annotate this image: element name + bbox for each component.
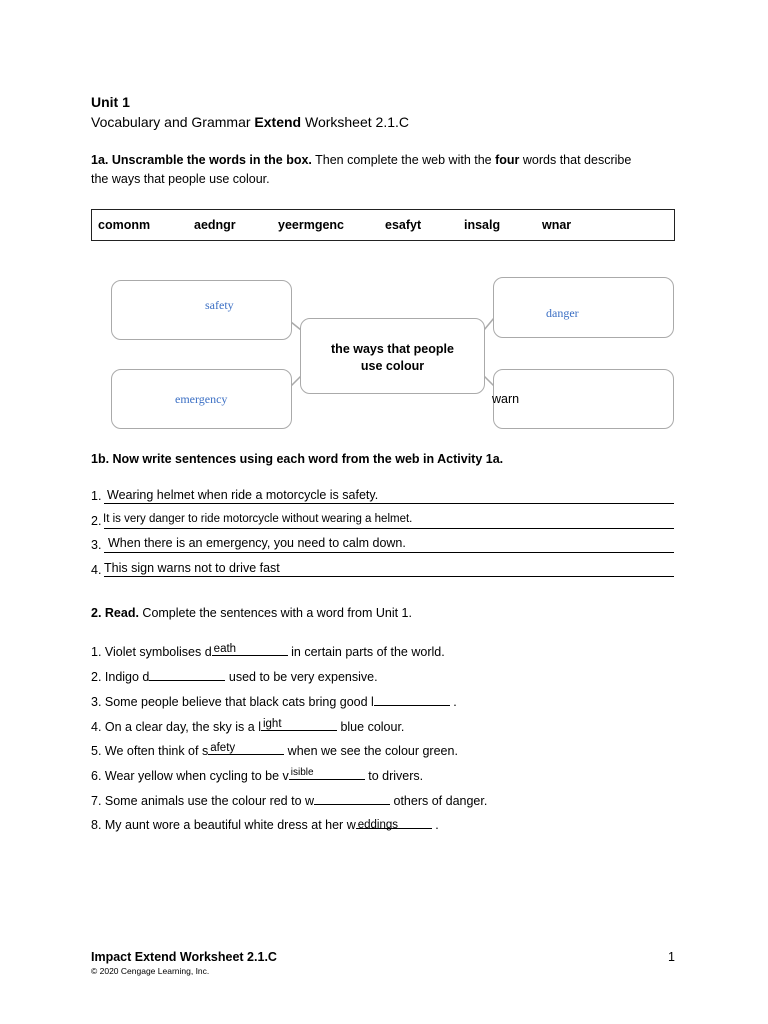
web-node-bottom-right bbox=[493, 369, 674, 429]
web-node-top-left bbox=[111, 280, 292, 340]
item-text-post: others of danger. bbox=[390, 794, 488, 808]
fill-blank[interactable] bbox=[374, 693, 450, 706]
web-answer-bottom-left: emergency bbox=[175, 392, 228, 406]
sentence-answer: This sign warns not to drive fast bbox=[104, 561, 280, 575]
sentence-answer: It is very danger to ride motorcycle without wearing a helmet. bbox=[103, 513, 413, 525]
activity-1b-label: 1b. Now write sentences using each word from the web in Activity 1a. bbox=[91, 452, 504, 466]
fill-blank[interactable] bbox=[261, 718, 337, 731]
scrambled-word: esafyt bbox=[385, 218, 422, 232]
fill-answer: eddings bbox=[357, 819, 399, 831]
activity-2-item bbox=[91, 767, 423, 783]
subtitle-post: Worksheet 2.1.C bbox=[301, 114, 409, 130]
web-answer-top-left: safety bbox=[205, 298, 234, 312]
item-text-post: . bbox=[431, 818, 439, 832]
activity-2-instructions bbox=[91, 606, 412, 620]
activity-2-item bbox=[91, 693, 457, 709]
scrambled-word: yeermgenc bbox=[278, 218, 345, 232]
activity-2-item bbox=[91, 792, 487, 808]
web-center-node bbox=[300, 318, 485, 394]
scrambled-word: comonm bbox=[98, 218, 151, 232]
item-text-pre: 6. Wear yellow when cycling to be v bbox=[91, 769, 289, 783]
activity-2-item bbox=[91, 668, 378, 684]
subtitle-pre: Vocabulary and Grammar bbox=[91, 114, 255, 130]
sentence-number: 4. bbox=[91, 563, 102, 577]
sentence-answer: Wearing helmet when ride a motorcycle is safety. bbox=[107, 488, 379, 502]
item-text-post: to drivers. bbox=[364, 769, 424, 783]
fill-blank[interactable] bbox=[208, 742, 284, 755]
activity-2-item bbox=[91, 816, 439, 832]
item-text-pre: 8. My aunt wore a beautiful white dress at her w bbox=[91, 818, 356, 832]
web-node-bottom-left bbox=[111, 369, 292, 429]
web-answer-top-right: danger bbox=[546, 306, 579, 320]
answer-line bbox=[104, 576, 674, 577]
item-text-pre: 1. Violet symbolises d bbox=[91, 645, 212, 659]
fill-blank[interactable] bbox=[356, 816, 432, 829]
fill-blank[interactable] bbox=[289, 767, 365, 780]
activity-2-item bbox=[91, 718, 404, 734]
activity-2-label: 2. Read. bbox=[91, 606, 139, 620]
activity-2-item bbox=[91, 643, 445, 659]
answer-line bbox=[104, 503, 674, 504]
fill-answer: afety bbox=[210, 742, 236, 754]
web-answer-bottom-right: warn bbox=[492, 392, 520, 406]
unit-heading: Unit 1 bbox=[91, 94, 130, 110]
fill-blank[interactable] bbox=[149, 668, 225, 681]
web-node-top-right bbox=[493, 277, 674, 338]
fill-answer: isible bbox=[290, 767, 314, 778]
item-text-post: in certain parts of the world. bbox=[287, 645, 445, 659]
activity-1a-text-pre: Then complete the web with the bbox=[311, 153, 496, 167]
item-text-post: blue colour. bbox=[336, 720, 405, 734]
page-number: 1 bbox=[668, 950, 675, 964]
item-text-post: used to be very expensive. bbox=[225, 670, 378, 684]
item-text-post: . bbox=[449, 695, 457, 709]
subtitle-bold: Extend bbox=[254, 114, 302, 130]
web-center-label: the ways that people use colour bbox=[331, 342, 454, 373]
activity-1a-text-post: words that describe the ways that people use colour. bbox=[91, 153, 632, 186]
answer-line bbox=[104, 552, 674, 553]
answer-line bbox=[104, 528, 674, 529]
scrambled-word: insalg bbox=[464, 218, 501, 232]
sentence-number: 2. bbox=[91, 514, 102, 528]
activity-1a-label: 1a. Unscramble the words in the box. bbox=[91, 153, 312, 167]
sentence-number: 1. bbox=[91, 489, 102, 503]
activity-2-text: Complete the sentences with a word from Unit 1. bbox=[138, 606, 412, 620]
item-text-post: when we see the colour green. bbox=[284, 744, 458, 758]
sentence-number: 3. bbox=[91, 538, 102, 552]
footer-copyright: © 2020 Cengage Learning, Inc. bbox=[91, 966, 210, 976]
activity-1a-text-bold: four bbox=[495, 153, 520, 167]
footer-title: Impact Extend Worksheet 2.1.C bbox=[91, 950, 277, 964]
fill-blank[interactable] bbox=[314, 792, 390, 805]
sentence-answer: When there is an emergency, you need to calm down. bbox=[108, 536, 406, 550]
fill-answer: ight bbox=[262, 718, 282, 730]
item-text-pre: 5. We often think of s bbox=[91, 744, 209, 758]
scrambled-word: wnar bbox=[542, 218, 572, 232]
item-text-pre: 7. Some animals use the colour red to w bbox=[91, 794, 315, 808]
item-text-pre: 2. Indigo d bbox=[91, 670, 150, 684]
scrambled-word: aedngr bbox=[194, 218, 236, 232]
item-text-pre: 3. Some people believe that black cats bring good l bbox=[91, 695, 374, 709]
item-text-pre: 4. On a clear day, the sky is a l bbox=[91, 720, 261, 734]
activity-2-item bbox=[91, 742, 458, 758]
fill-answer: eath bbox=[213, 643, 237, 655]
fill-blank[interactable] bbox=[212, 643, 288, 656]
